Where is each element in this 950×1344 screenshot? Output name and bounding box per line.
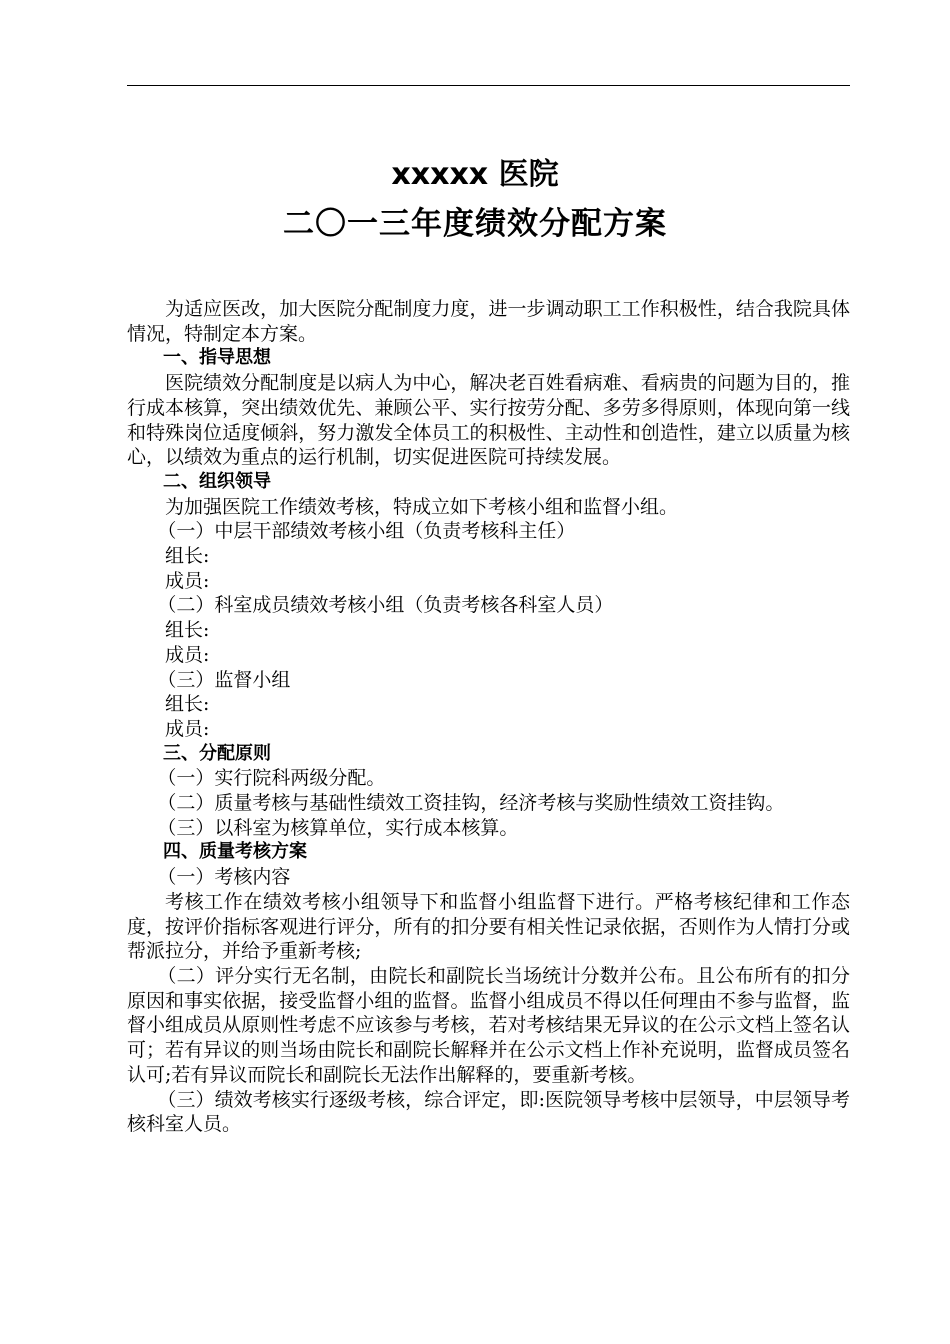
- group1-title: （一）中层干部绩效考核小组（负责考核科主任）: [157, 520, 576, 543]
- header-rule: [127, 85, 850, 86]
- group2-members: 成员:: [165, 643, 210, 666]
- section-heading-distribution: 三、分配原则: [163, 742, 271, 764]
- document-title: 二〇一三年度绩效分配方案: [283, 206, 667, 242]
- section-heading-leadership: 二、组织领导: [163, 470, 271, 492]
- group1-leader: 组长:: [165, 545, 210, 568]
- document-body: [127, 297, 850, 1137]
- section-heading-guiding-thought: 一、指导思想: [163, 347, 271, 369]
- group1-members: 成员:: [165, 569, 210, 592]
- quality-subheading-1: （一）考核内容: [157, 866, 291, 889]
- group2-title: （二）科室成员绩效考核小组（负责考核各科室人员）: [157, 594, 614, 617]
- distribution-item-2: （二）质量考核与基础性绩效工资挂钩，经济考核与奖励性绩效工资挂钩。: [157, 792, 785, 815]
- quality-paragraph-2: （二）评分实行无名制，由院长和副院长当场统计分数并公布。且公布所有的扣分原因和事实依据，接受监督小组的监督。监督小组成员不得以任何理由不参与监督，监督小组成员从原则性考虑不应该参与考核，若对考核结果无异议的在公示文档上签名认可；若有异议的则当场由院长和副院长解释并在公示文档上作补充说明，监督成员签名认可;若有异议而院长和副院长无法作出解释的，要重新考核。: [127, 964, 850, 1086]
- group3-leader: 组长:: [165, 693, 210, 716]
- group3-members: 成员:: [165, 717, 210, 740]
- guiding-thought-paragraph: 医院绩效分配制度是以病人为中心，解决老百姓看病难、看病贵的问题为目的，推行成本核算，突出绩效优先、兼顾公平、实行按劳分配、多劳多得原则，体现向第一线和特殊岗位适度倾斜，努力激发全体员工的积极性、主动性和创造性，建立以质量为核心，以绩效为重点的运行机制，切实促进医院可持续发展。: [127, 372, 850, 469]
- quality-paragraph-3: （三）绩效考核实行逐级考核，综合评定，即:医院领导考核中层领导，中层领导考核科室人员。: [127, 1088, 850, 1136]
- hospital-name-title: xxxxx 医院: [391, 157, 559, 192]
- leadership-intro: 为加强医院工作绩效考核，特成立如下考核小组和监督小组。: [165, 495, 679, 518]
- group2-leader: 组长:: [165, 619, 210, 642]
- distribution-item-3: （三）以科室为核算单位，实行成本核算。: [157, 816, 519, 839]
- group3-title: （三）监督小组: [157, 668, 291, 691]
- section-heading-quality: 四、质量考核方案: [163, 841, 307, 863]
- distribution-item-1: （一）实行院科两级分配。: [157, 767, 386, 790]
- quality-paragraph-1: 考核工作在绩效考核小组领导下和监督小组监督下进行。严格考核纪律和工作态度，按评价指标客观进行评分，所有的扣分要有相关性记录依据，否则作为人情打分或帮派拉分，并给予重新考核;: [127, 890, 850, 963]
- intro-paragraph: 为适应医改，加大医院分配制度力度，进一步调动职工工作积极性，结合我院具体情况，特制定本方案。: [127, 298, 850, 345]
